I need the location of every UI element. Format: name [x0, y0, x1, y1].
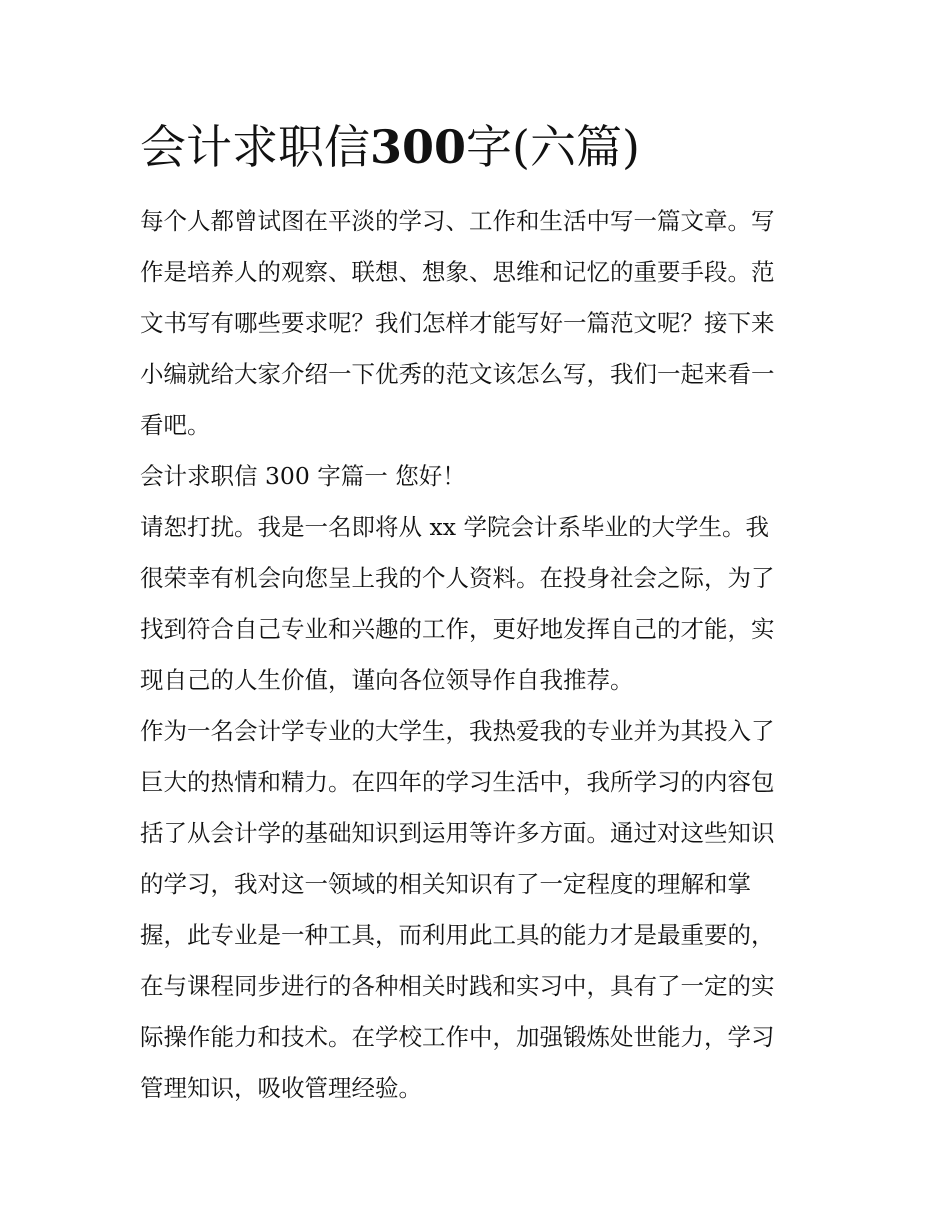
document-body	[140, 196, 820, 1114]
text-line: 作为一名会计学专业的大学生，我热爱我的专业并为其投入了	[140, 717, 775, 745]
text-line: 的学习，我对这一领域的相关知识有了一定程度的理解和掌	[140, 870, 751, 898]
text-line: 找到符合自己专业和兴趣的工作，更好地发挥自己的才能，实	[140, 615, 775, 643]
text-line: 文书写有哪些要求呢？我们怎样才能写好一篇范文呢？接下来	[140, 309, 775, 337]
text-line: 在与课程同步进行的各种相关时践和实习中，具有了一定的实	[140, 972, 775, 1000]
text-line: 很荣幸有机会向您呈上我的个人资料。在投身社会之际，为了	[140, 564, 775, 592]
text-line: 看吧。	[140, 411, 211, 439]
text-line: 每个人都曾试图在平淡的学习、工作和生活中写一篇文章。写	[140, 207, 775, 235]
text-line: 握，此专业是一种工具，而利用此工具的能力才是最重要的，	[140, 921, 775, 949]
text-line: 小编就给大家介绍一下优秀的范文该怎么写，我们一起来看一	[140, 360, 775, 388]
title-suffix: 字(六篇)	[466, 120, 640, 174]
title-number: 300	[370, 120, 467, 174]
text-line: 巨大的热情和精力。在四年的学习生活中，我所学习的内容包	[140, 768, 775, 796]
text-line: 管理知识，吸收管理经验。	[140, 1074, 422, 1102]
document-title	[140, 112, 820, 182]
text-line: 际操作能力和技术。在学校工作中，加强锻炼处世能力，学习	[140, 1023, 775, 1051]
section-heading-line: 会计求职信 300 字篇一 您好！	[140, 462, 466, 490]
title-prefix: 会计求职信	[140, 120, 370, 174]
text-line: 括了从会计学的基础知识到运用等许多方面。通过对这些知识	[140, 819, 775, 847]
text-line: 现自己的人生价值，谨向各位领导作自我推荐。	[140, 666, 634, 694]
text-line: 作是培养人的观察、联想、想象、思维和记忆的重要手段。范	[140, 258, 775, 286]
text-line: 请恕打扰。我是一名即将从 xx 学院会计系毕业的大学生。我	[140, 513, 769, 541]
